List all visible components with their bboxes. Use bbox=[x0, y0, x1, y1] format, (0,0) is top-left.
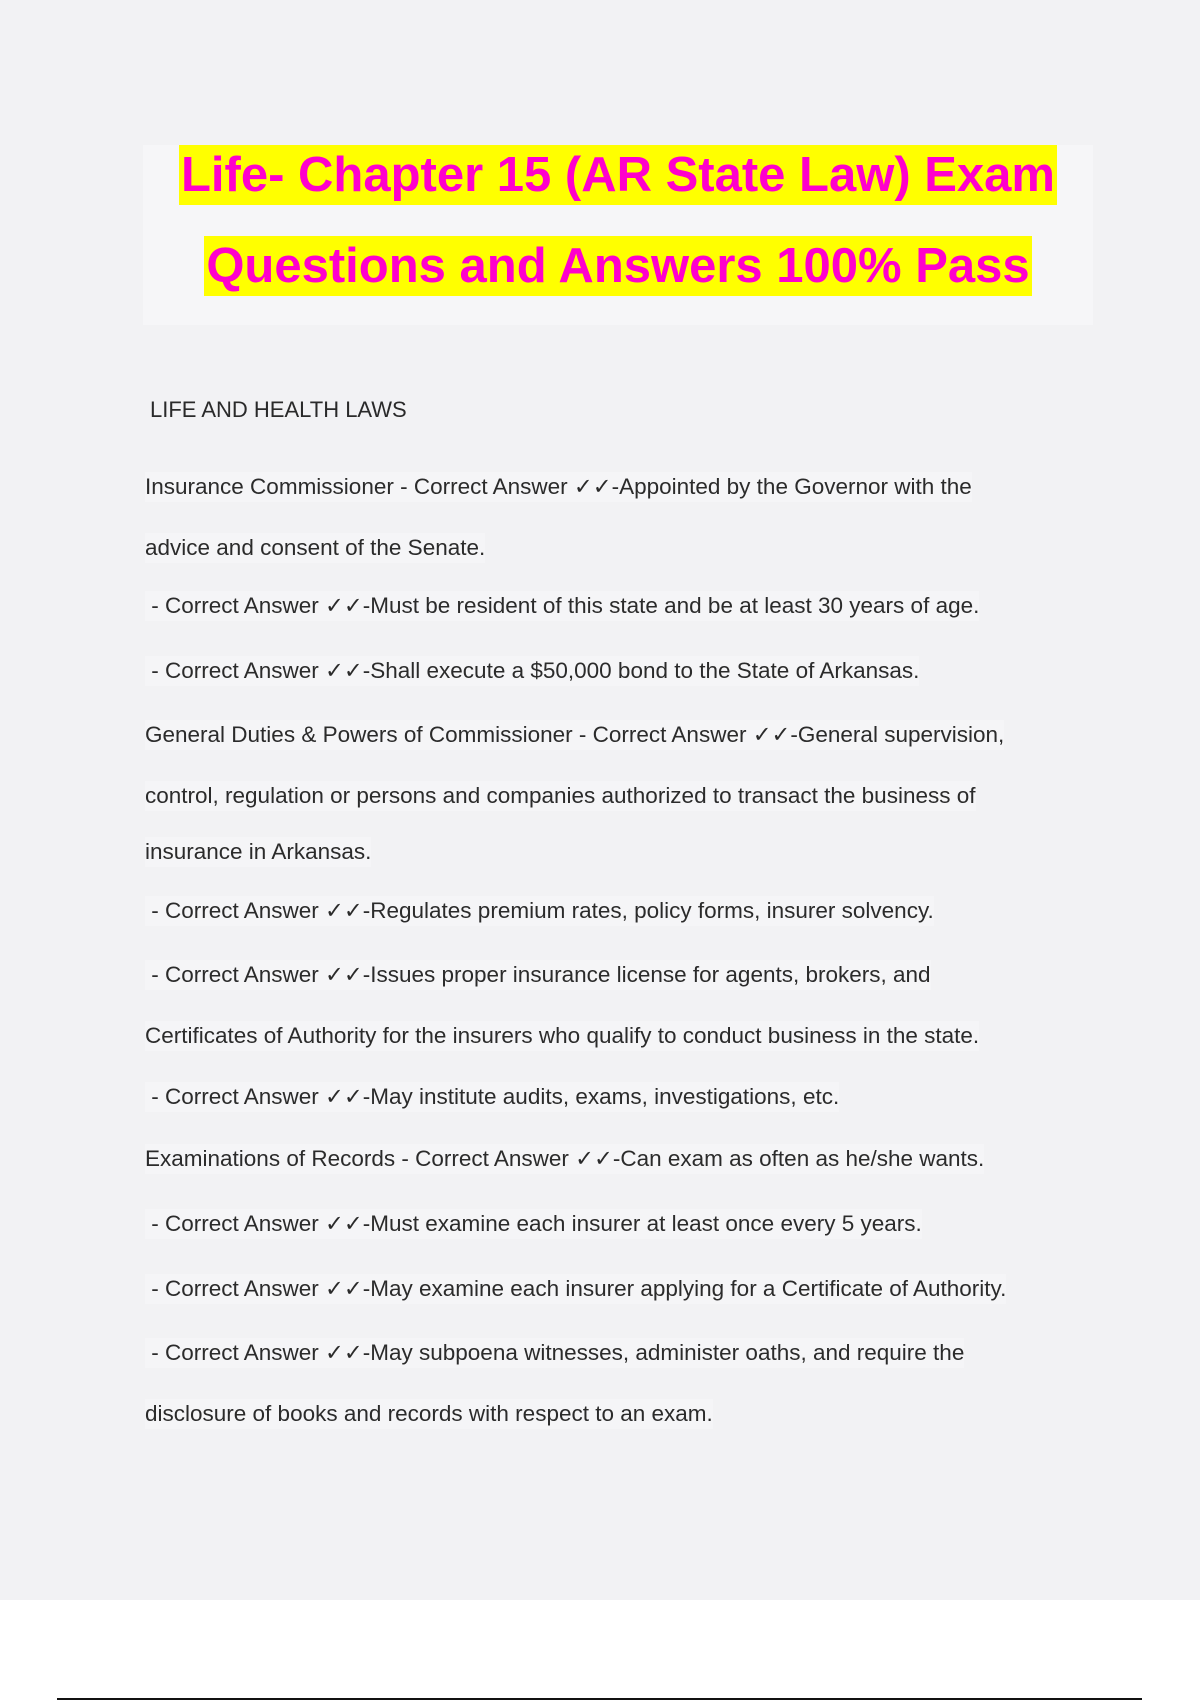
title-block bbox=[143, 145, 1093, 325]
text-line: - Correct Answer ✓✓-Regulates premium rates, policy forms, insurer solvency. bbox=[145, 896, 934, 926]
text-line: disclosure of books and records with respect to an exam. bbox=[145, 1399, 713, 1429]
text-line: - Correct Answer ✓✓-May examine each insurer applying for a Certificate of Authority. bbox=[145, 1274, 1006, 1304]
text-line: Examinations of Records - Correct Answer ✓✓-Can exam as often as he/she wants. bbox=[145, 1144, 984, 1174]
text-line: - Correct Answer ✓✓-May subpoena witnesses, administer oaths, and require the bbox=[145, 1338, 964, 1368]
text-line: Certificates of Authority for the insurers who qualify to conduct business in the state. bbox=[145, 1021, 979, 1051]
document-title-line-2: Questions and Answers 100% Pass bbox=[204, 236, 1031, 296]
document-title-line-1: Life- Chapter 15 (AR State Law) Exam bbox=[179, 145, 1057, 205]
text-line: control, regulation or persons and companies authorized to transact the business of bbox=[145, 781, 976, 811]
text-line: - Correct Answer ✓✓-Must be resident of this state and be at least 30 years of age. bbox=[145, 591, 979, 621]
text-line: - Correct Answer ✓✓-Must examine each insurer at least once every 5 years. bbox=[145, 1209, 922, 1239]
text-line: insurance in Arkansas. bbox=[145, 837, 371, 867]
text-line: General Duties & Powers of Commissioner - Correct Answer ✓✓-General supervision, bbox=[145, 720, 1004, 750]
text-line: Insurance Commissioner - Correct Answer ✓✓-Appointed by the Governor with the bbox=[145, 472, 972, 502]
text-line: - Correct Answer ✓✓-Shall execute a $50,000 bond to the State of Arkansas. bbox=[145, 656, 919, 686]
text-line: - Correct Answer ✓✓-May institute audits, exams, investigations, etc. bbox=[145, 1082, 839, 1112]
section-heading: LIFE AND HEALTH LAWS bbox=[150, 397, 407, 422]
text-line: advice and consent of the Senate. bbox=[145, 533, 485, 563]
text-line: - Correct Answer ✓✓-Issues proper insurance license for agents, brokers, and bbox=[145, 960, 931, 990]
